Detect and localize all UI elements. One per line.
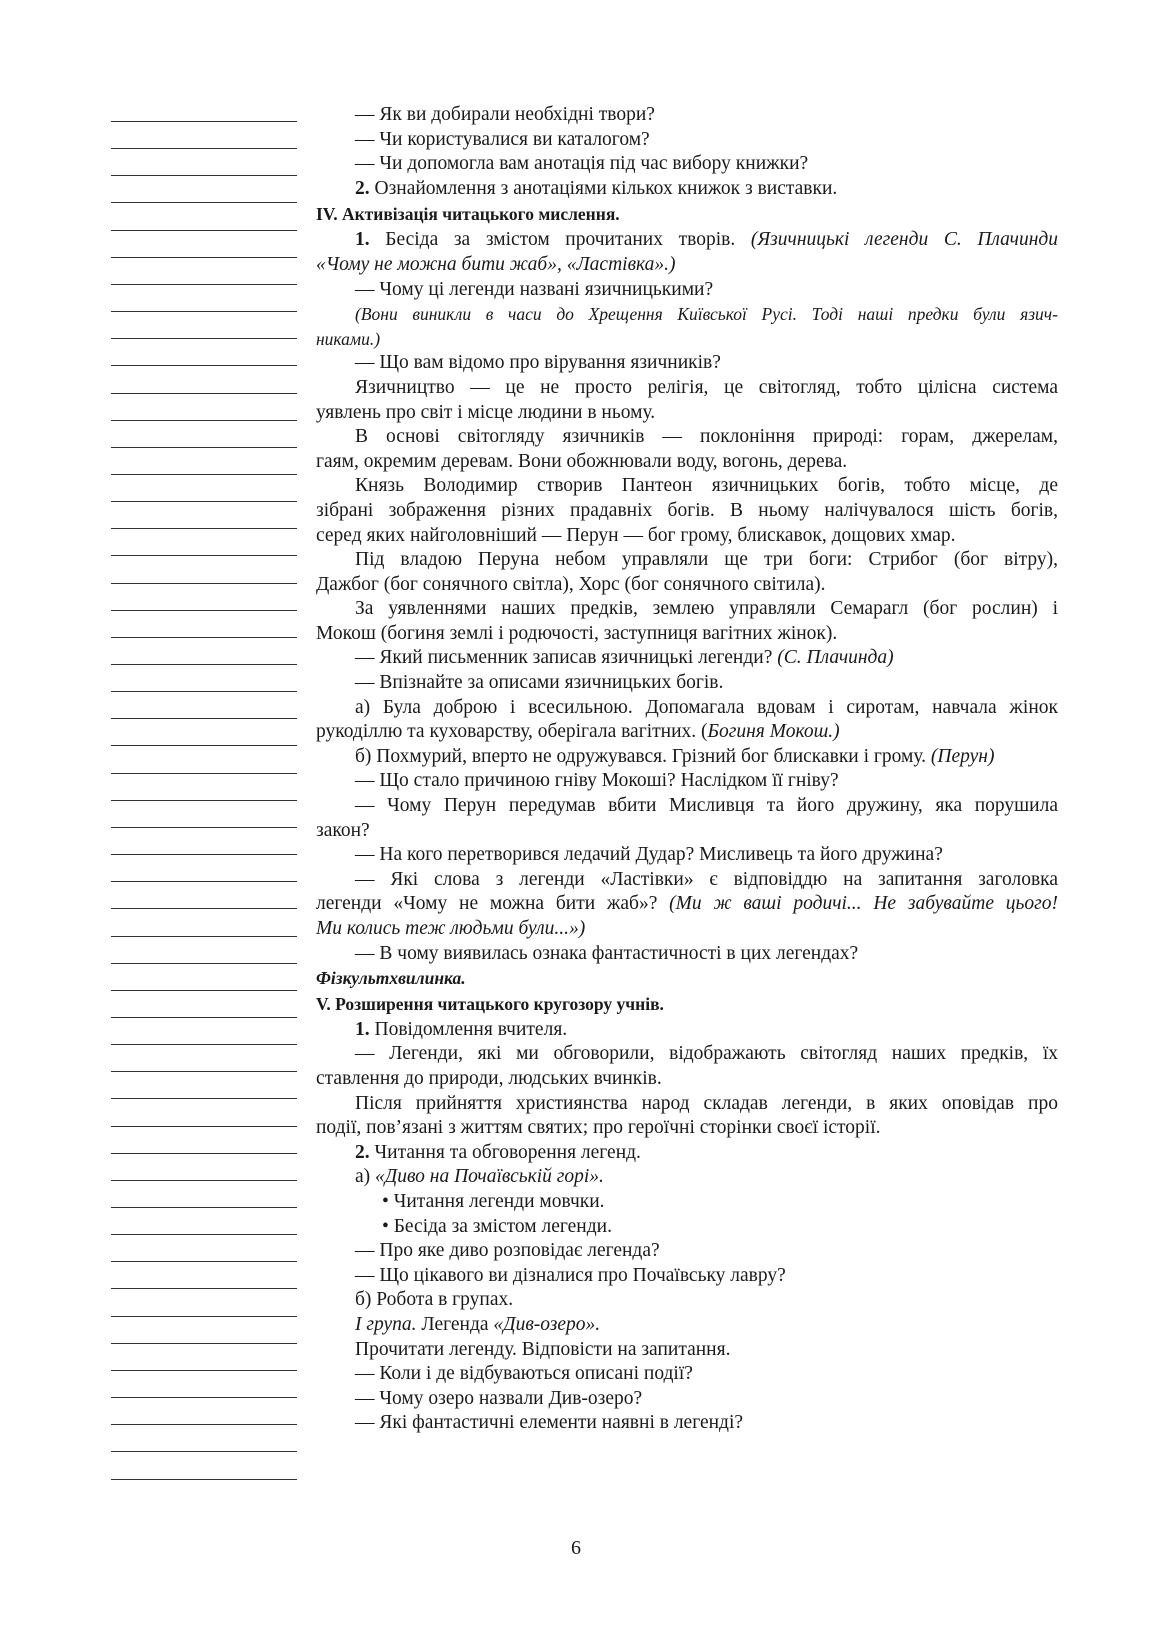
note-line [111, 393, 297, 394]
question-line: — Чому ці легенди названі язичницькими? [355, 278, 714, 300]
text-line: За уявленнями наших предків, землею управляли Семарагл (бог рослин) і [355, 598, 1058, 620]
note-line [111, 718, 297, 719]
note-line [111, 800, 297, 801]
text-line: І група. Легенда «Див-озеро». [355, 1313, 601, 1335]
note-line [111, 773, 297, 774]
text-line: Язичництво — це не просто релігія, це світогляд, тобто цілісна система [355, 376, 1058, 398]
note-line [111, 854, 297, 855]
note-line [111, 474, 297, 475]
note-line [111, 583, 297, 584]
note-line [111, 1180, 297, 1181]
note-line [111, 1234, 297, 1235]
note-line [111, 311, 297, 312]
text-line: гаям, окремим деревам. Вони обожнювали воду, вогонь, дерева. [316, 450, 848, 472]
text-line: а) «Диво на Почаївській горі». [355, 1166, 604, 1188]
note-line [111, 1343, 297, 1344]
task-line: 2. Ознайомлення з анотаціями кількох книжок з виставки. [355, 177, 838, 199]
page-number: 6 [571, 1537, 581, 1559]
list-item: • Читання легенди мовчки. [382, 1190, 605, 1212]
page-body [316, 103, 1058, 1436]
note-line [111, 1288, 297, 1289]
note-line [111, 257, 297, 258]
note-line [111, 1071, 297, 1072]
note-line [111, 664, 297, 665]
note-line [111, 121, 297, 122]
question-line: — Про яке диво розповідає легенда? [355, 1240, 660, 1262]
task-line: 1. Бесіда за змістом прочитаних творів. (Язичницькі легенди С. Плачинди [355, 229, 1058, 251]
question-line: — Чи допомогла вам анотація під час вибору книжки? [355, 153, 809, 175]
text-line: Під владою Перуна небом управляли ще три боги: Стрибог (бог вітру), [355, 549, 1058, 571]
text-line: Мокош (богиня землі і родючості, заступниця вагітних жінок). [316, 622, 838, 644]
question-line: — Який письменник записав язичницькі легенди? (С. Плачинда) [355, 647, 894, 669]
note-line [111, 908, 297, 909]
text-line: події, пов’язані з життям святих; про героїчні сторінки своєї історії. [316, 1117, 881, 1139]
note-line [111, 447, 297, 448]
note-line [111, 202, 297, 203]
text-line: б) Робота в групах. [355, 1289, 514, 1311]
note-line [111, 1316, 297, 1317]
note-line [111, 1451, 297, 1452]
note-line [111, 1098, 297, 1099]
question-line: — Впізнайте за описами язичницьких богів. [355, 672, 724, 694]
note-line [111, 1153, 297, 1154]
text-line: — Легенди, які ми обговорили, відображають світогляд наших предків, їх [355, 1043, 1058, 1065]
note-line [111, 528, 297, 529]
answer-line: никами.) [316, 328, 381, 349]
question-line: — Які фантастичні елементи наявні в легенді? [355, 1412, 744, 1434]
note-line [111, 338, 297, 339]
answer-line: Ми колись теж людьми були...») [316, 918, 586, 939]
text-line: б) Похмурий, вперто не одружувався. Грізний бог блискавки і грому. (Перун) [355, 745, 995, 767]
activity-label: Фізкультхвилинка. [316, 968, 466, 989]
question-line: — Коли і де відбуваються описані події? [355, 1363, 693, 1385]
note-line [111, 175, 297, 176]
note-line [111, 745, 297, 746]
note-line [111, 936, 297, 937]
note-line [111, 230, 297, 231]
note-line [111, 1479, 297, 1480]
note-line [111, 1397, 297, 1398]
section-heading-iv: IV. Активізація читацького мислення. [316, 204, 620, 225]
note-line [111, 637, 297, 638]
note-line [111, 1044, 297, 1045]
text-line: уявлень про світ і місце людини в ньому. [316, 401, 656, 423]
note-line [111, 610, 297, 611]
note-line [111, 1261, 297, 1262]
note-line [111, 990, 297, 991]
question-line: — Які слова з легенди «Ластівки» є відповіддю на запитання заголовка [355, 868, 1058, 890]
list-item: • Бесіда за змістом легенди. [382, 1215, 612, 1237]
question-line: — На кого перетворився ледачий Дудар? Мисливець та його дружина? [355, 844, 943, 866]
question-line: — Чому озеро назвали Див-озеро? [355, 1387, 643, 1409]
note-line [111, 1126, 297, 1127]
text-line: серед яких найголовніший — Перун — бог грому, блискавок, дощових хмар. [316, 524, 956, 546]
margin-note-lines [111, 0, 297, 1629]
text-line: а) Була доброю і всесильною. Допомагала вдовам і сиротам, навчала жінок [355, 696, 1058, 718]
note-line [111, 881, 297, 882]
question-line: легенди «Чому не можна бити жаб»? (Ми ж ваші родичі... Не забувайте цього! [316, 893, 1058, 915]
question-line: — Що стало причиною гніву Мокоші? Наслідком її гніву? [355, 770, 839, 792]
question-line: — Чи користувалися ви каталогом? [355, 128, 650, 150]
text-line: ставлення до природи, людських вчинків. [316, 1067, 662, 1089]
text-line: «Чому не можна бити жаб», «Ластівка».) [316, 253, 676, 275]
note-line [111, 963, 297, 964]
text-line: зібрані зображення різних прадавніх богів. В ньому налічувалося шість богів, [316, 499, 1058, 521]
text-line: Прочитати легенду. Відповісти на запитання. [355, 1338, 731, 1360]
note-line [111, 555, 297, 556]
note-line [111, 420, 297, 421]
question-line: — Що вам відомо про вірування язичників? [355, 352, 721, 374]
question-line: — В чому виявилась ознака фантастичності в цих легендах? [355, 942, 859, 964]
question-line: — Що цікавого ви дізналися про Почаївську лавру? [355, 1264, 786, 1286]
note-line [111, 501, 297, 502]
task-line: 2. Читання та обговорення легенд. [355, 1141, 641, 1163]
note-line [111, 365, 297, 366]
note-line [111, 148, 297, 149]
note-line [111, 1424, 297, 1425]
note-line [111, 827, 297, 828]
section-heading-v: V. Розширення читацького кругозору учнів. [316, 993, 664, 1014]
text-line: Дажбог (бог сонячного світла), Хорс (бог сонячного світила). [316, 573, 826, 595]
note-line [111, 691, 297, 692]
text-line: Князь Володимир створив Пантеон язичницьких богів, тобто місце, де [355, 475, 1058, 497]
text-line: В основі світогляду язичників — поклоніння природі: горам, джерелам, [355, 426, 1058, 448]
answer-line: (Вони виникли в часи до Хрещення Київської Русі. Тоді наші предки були язич- [355, 304, 1058, 325]
text-line: рукоділлю та куховарству, оберігала вагітних. (Богиня Мокош.) [316, 721, 840, 743]
text-line: Після прийняття християнства народ складав легенди, в яких оповідав про [355, 1092, 1058, 1114]
note-line [111, 284, 297, 285]
note-line [111, 1017, 297, 1018]
question-line: — Чому Перун передумав вбити Мисливця та його дружину, яка порушила [355, 795, 1058, 817]
task-line: 1. Повідомлення вчителя. [355, 1018, 568, 1040]
note-line [111, 1207, 297, 1208]
note-line [111, 1370, 297, 1371]
question-line: закон? [316, 819, 370, 841]
question-line: — Як ви добирали необхідні твори? [355, 104, 655, 125]
